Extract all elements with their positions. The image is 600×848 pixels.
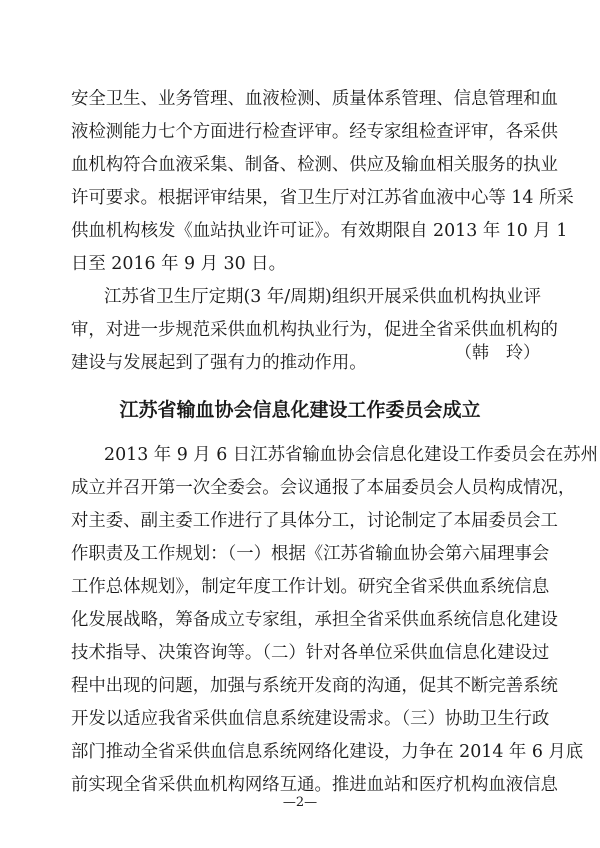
- body-text-line: 技术指导、决策咨询等。（二）针对各单位采供血信息化建设过: [71, 643, 550, 663]
- body-text-line: 前实现全省采供血机构网络互通。推进血站和医疗机构血液信息: [71, 775, 558, 795]
- body-text-line: 成立并召开第一次全委会。会议通报了本届委员会人员构成情况，: [71, 478, 576, 498]
- body-text-line: 江苏省卫生厅定期(3 年/周期)组织开展采供血机构执业评: [104, 287, 541, 307]
- body-text-line: 血机构符合血液采集、制备、检测、供应及输血相关服务的执业: [71, 155, 558, 175]
- body-text-line: 部门推动全省采供血信息系统网络化建设，力争在 2014 年 6 月底: [71, 742, 584, 762]
- page-number: —2—: [282, 795, 318, 810]
- body-text-line: 程中出现的问题，加强与系统开发商的沟通，促其不断完善系统: [71, 676, 558, 696]
- body-text-line: 建设与发展起到了强有力的推动作用。: [71, 353, 367, 373]
- body-text-line: 化发展战略，筹备成立专家组，承担全省采供血系统信息化建设: [71, 610, 558, 630]
- body-text-line: 2013 年 9 月 6 日江苏省输血协会信息化建设工作委员会在苏州: [104, 445, 599, 465]
- body-text-line: 审，对进一步规范采供血机构执业行为，促进全省采供血机构的: [71, 320, 558, 340]
- body-text-line: 对主委、副主委工作进行了具体分工，讨论制定了本届委员会工: [71, 511, 558, 531]
- body-text-line: 供血机构核发《血站执业许可证》。有效期限自 2013 年 10 月 1: [71, 221, 568, 241]
- author-credit: （韩 玲）: [455, 343, 540, 363]
- body-text-line: 开发以适应我省采供血信息系统建设需求。（三）协助卫生行政: [71, 709, 550, 729]
- body-text-line: 液检测能力七个方面进行检查评审。经专家组检查评审，各采供: [71, 122, 558, 142]
- body-text-line: 作职责及工作规划：（一）根据《江苏省输血协会第六届理事会: [71, 544, 550, 564]
- body-text-line: 安全卫生、业务管理、血液检测、质量体系管理、信息管理和血: [71, 89, 558, 109]
- section-heading: 江苏省输血协会信息化建设工作委员会成立: [119, 399, 481, 421]
- body-text-line: 工作总体规划》，制定年度工作计划。研究全省采供血系统信息: [71, 577, 550, 597]
- body-text-line: 日至 2016 年 9 月 30 日。: [71, 254, 286, 274]
- body-text-line: 许可要求。根据评审结果，省卫生厅对江苏省血液中心等 14 所采: [71, 188, 574, 208]
